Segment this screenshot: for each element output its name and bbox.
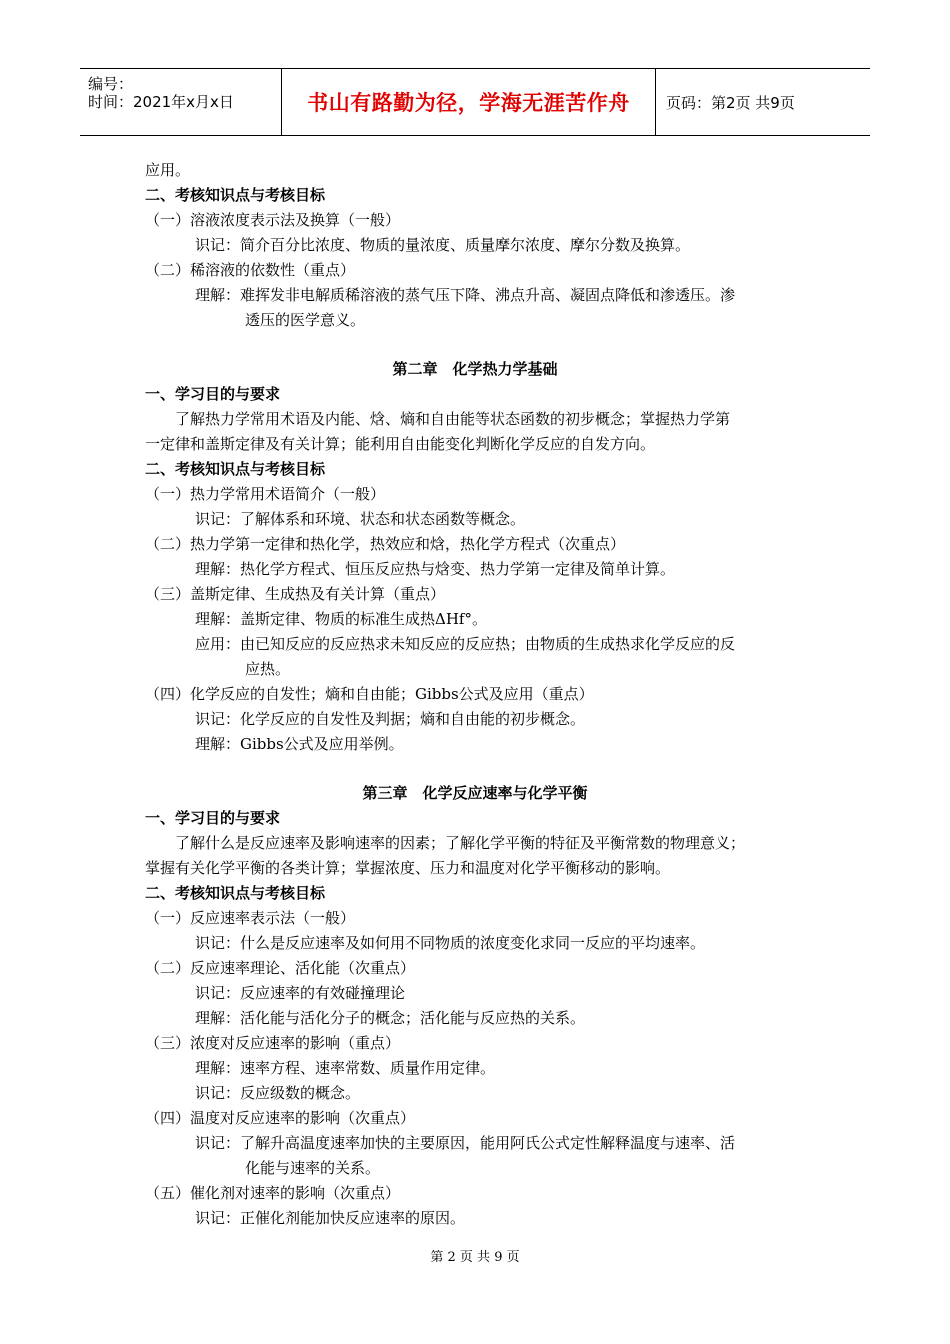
body-line: 一定律和盖斯定律及有关计算；能利用自由能变化判断化学反应的自发方向。 [145,435,656,453]
section-heading: 二、考核知识点与考核目标 [145,186,326,204]
subsection-heading: （四）化学反应的自发性；熵和自由能；Gibbs公式及应用（重点） [145,685,594,703]
header-number-label: 编号： [88,75,134,93]
page-footer: 第 2 页 共 9 页 [430,1250,520,1265]
body-line: 识记：了解体系和环境、状态和状态函数等概念。 [195,510,526,528]
body-line: 应用。 [145,161,191,179]
body-line: 了解什么是反应速率及影响速率的因素；了解化学平衡的特征及平衡常数的物理意义； [175,834,746,852]
body-line: 识记：反应速率的有效碰撞理论 [195,984,406,1002]
body-line: 识记：正催化剂能加快反应速率的原因。 [195,1209,466,1227]
body-line: 识记：化学反应的自发性及判据；熵和自由能的初步概念。 [195,710,586,728]
section-heading: 二、考核知识点与考核目标 [145,460,326,478]
chapter-title: 第三章 化学反应速率与化学平衡 [362,784,588,802]
subsection-heading: （三）浓度对反应速率的影响（重点） [145,1034,401,1052]
body-line: 应热。 [245,660,291,678]
body-line: 掌握有关化学平衡的各类计算；掌握浓度、压力和温度对化学平衡移动的影响。 [145,859,671,877]
chapter-title: 第二章 化学热力学基础 [392,360,558,378]
page-header [80,68,870,136]
header-motto-cell [282,69,656,135]
section-heading: 一、学习目的与要求 [145,809,281,827]
subsection-heading: （一）反应速率表示法（一般） [145,909,356,927]
body-line: 理解：盖斯定律、物质的标准生成热ΔHf°。 [195,610,487,628]
header-page-info: 页码：第2页 共9页 [666,93,795,112]
body-line: 应用：由已知反应的反应热求未知反应的反应热；由物质的生成热求化学反应的反 [195,635,736,653]
body-line: 识记：反应级数的概念。 [195,1084,361,1102]
subsection-heading: （一）溶液浓度表示法及换算（一般） [145,211,401,229]
body-line: 理解：热化学方程式、恒压反应热与焓变、热力学第一定律及简单计算。 [195,560,676,578]
section-heading: 一、学习目的与要求 [145,385,281,403]
subsection-heading: （二）反应速率理论、活化能（次重点） [145,959,416,977]
body-line: 识记：什么是反应速率及如何用不同物质的浓度变化求同一反应的平均速率。 [195,934,706,952]
subsection-heading: （三）盖斯定律、生成热及有关计算（重点） [145,585,446,603]
subsection-heading: （四）温度对反应速率的影响（次重点） [145,1109,416,1127]
subsection-heading: （五）催化剂对速率的影响（次重点） [145,1184,401,1202]
header-time-label: 时间：2021年x月x日 [88,93,234,111]
body-line: 识记：简介百分比浓度、物质的量浓度、质量摩尔浓度、摩尔分数及换算。 [195,236,691,254]
body-line: 化能与速率的关系。 [245,1159,381,1177]
header-page-info-cell [656,69,870,135]
body-line: 理解：速率方程、速率常数、质量作用定律。 [195,1059,496,1077]
body-line: 理解：活化能与活化分子的概念；活化能与反应热的关系。 [195,1009,586,1027]
body-line: 透压的医学意义。 [245,311,366,329]
body-line: 了解热力学常用术语及内能、焓、熵和自由能等状态函数的初步概念；掌握热力学第 [175,410,731,428]
header-left-cell [80,69,282,135]
header-motto: 书山有路勤为径，学海无涯苦作舟 [307,91,630,115]
body-line: 识记：了解升高温度速率加快的主要原因，能用阿氏公式定性解释温度与速率、活 [195,1134,736,1152]
subsection-heading: （二）稀溶液的依数性（重点） [145,261,356,279]
subsection-heading: （一）热力学常用术语简介（一般） [145,485,386,503]
section-heading: 二、考核知识点与考核目标 [145,884,326,902]
body-line: 理解：Gibbs公式及应用举例。 [195,735,404,753]
subsection-heading: （二）热力学第一定律和热化学，热效应和焓，热化学方程式（次重点） [145,535,626,553]
body-line: 理解：难挥发非电解质稀溶液的蒸气压下降、沸点升高、凝固点降低和渗透压。渗 [195,286,736,304]
